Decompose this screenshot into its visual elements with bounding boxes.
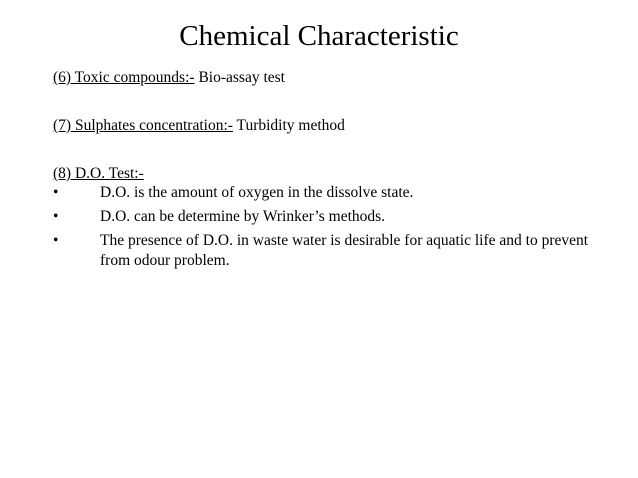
item-heading: (8) D.O. Test:- — [53, 165, 144, 182]
bullet-marker: • — [53, 232, 59, 249]
bullet-item: The presence of D.O. in waste water is desirable for aquatic life and to prevent from odour problem. — [100, 232, 589, 269]
bullet-marker: • — [53, 184, 59, 201]
item-text: Bio-assay test — [194, 69, 285, 86]
bullet-item: D.O. is the amount of oxygen in the dissolve state. — [100, 184, 414, 201]
item-toxic-compounds — [53, 68, 285, 88]
item-do-test — [53, 164, 144, 184]
slide-title: Chemical Characteristic — [179, 20, 459, 52]
item-sulphates — [53, 116, 345, 136]
bullet-marker: • — [53, 208, 59, 225]
item-text: Turbidity method — [232, 117, 345, 134]
item-heading: (6) Toxic compounds:- — [53, 69, 195, 86]
item-heading: (7) Sulphates concentration:- — [53, 117, 233, 134]
bullet-item: D.O. can be determine by Wrinker’s methods. — [100, 208, 386, 225]
